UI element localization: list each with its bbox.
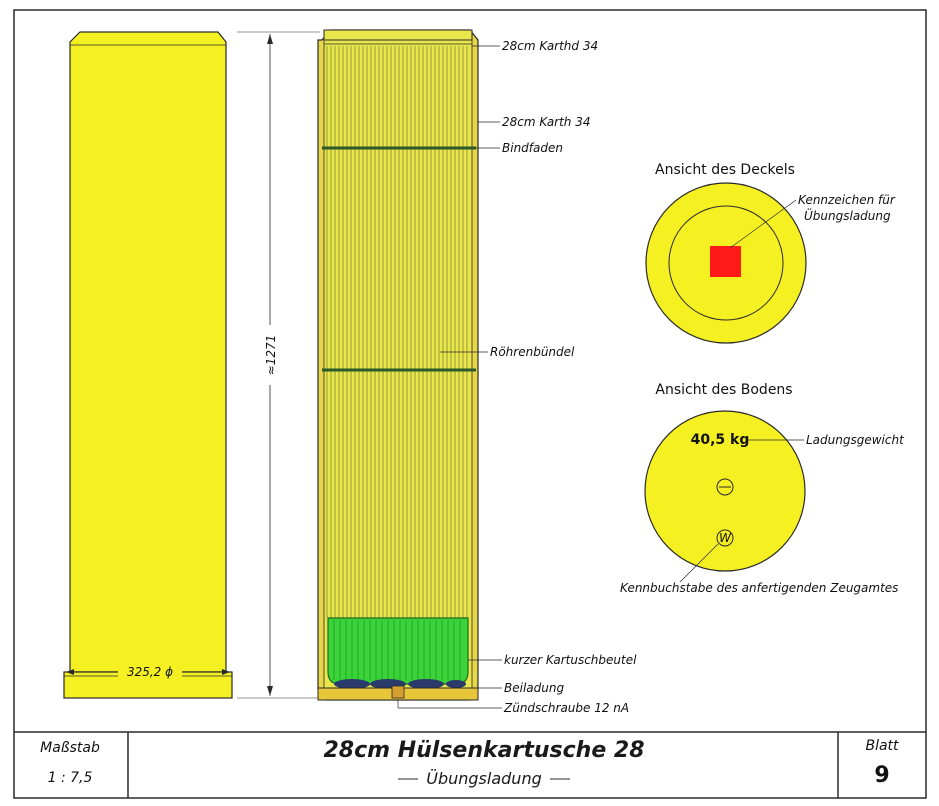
label-karth: 28cm Karth 34 (502, 115, 591, 129)
practice-charge-marker (710, 246, 741, 277)
case-section-view (318, 30, 478, 700)
lid-view (646, 162, 896, 343)
lid-view-heading: Ansicht des Deckels (655, 162, 795, 178)
sheet-label: Blatt (865, 738, 899, 754)
drawing-subtitle: Übungsladung (426, 769, 542, 788)
label-bindfaden: Bindfaden (502, 141, 563, 155)
base-view-heading: Ansicht des Bodens (655, 382, 793, 398)
drawing-title: 28cm Hülsenkartusche 28 (323, 738, 645, 763)
diameter-label: 325,2 ϕ (126, 665, 174, 679)
lid-marker-label-line1: Kennzeichen für (798, 193, 895, 207)
scale-value: 1 : 7,5 (47, 770, 93, 786)
label-karthd: 28cm Karthd 34 (502, 39, 599, 53)
maker-mark-label: Kennbuchstabe des anfertigenden Zeugamtes (620, 581, 899, 595)
base-view (620, 382, 905, 595)
lid-marker-label-line2: Übungsladung (804, 209, 891, 223)
primer-screw (392, 686, 404, 698)
sheet-number: 9 (874, 763, 890, 788)
scale-label: Maßstab (40, 740, 100, 756)
label-roehrenbuendel: Röhrenbündel (490, 345, 575, 359)
height-label: ≈1271 (264, 334, 278, 376)
charge-weight-value: 40,5 kg (690, 432, 750, 448)
label-zuendschraube: Zündschraube 12 nA (504, 701, 630, 715)
cartridge-bag (328, 618, 468, 684)
case-exterior-view (64, 32, 232, 698)
label-beiladung: Beiladung (504, 681, 565, 695)
label-kurzer-kartuschbeutel: kurzer Kartuschbeutel (504, 653, 637, 667)
maker-mark-letter: W (719, 531, 731, 545)
height-dimension (237, 32, 320, 698)
charge-weight-label: Ladungsgewicht (806, 433, 904, 447)
